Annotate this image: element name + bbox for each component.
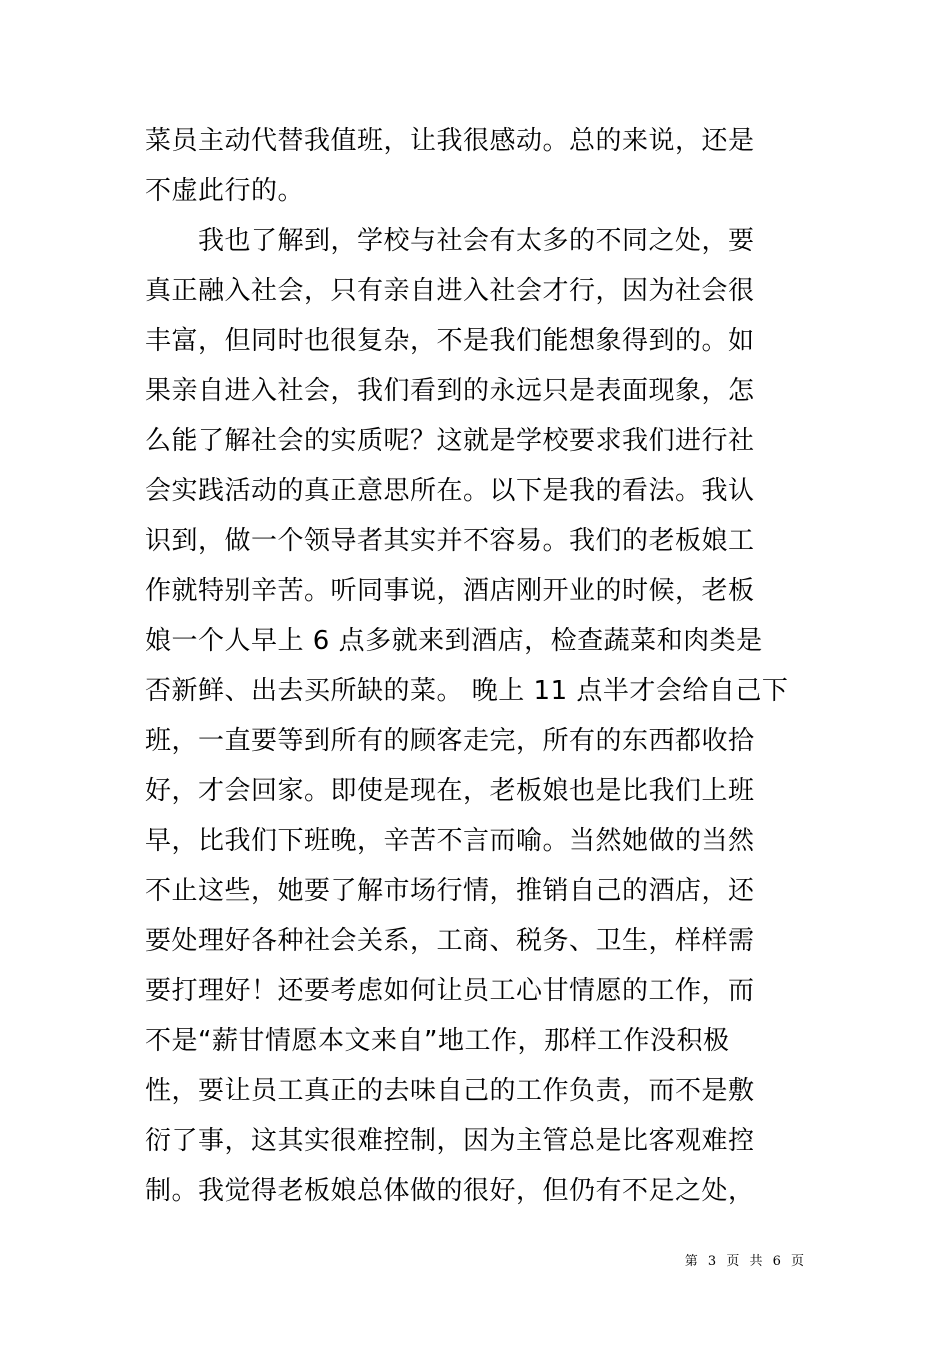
text-line-20: 性，要让员工真正的去味自己的工作负责，而不是敷: [145, 1076, 755, 1106]
text-line-13: 班，一直要等到所有的顾客走完，所有的东西都收拾: [145, 726, 755, 756]
body-text: [145, 116, 805, 1216]
text-line-19: 不是“薪甘情愿本文来自”地工作，那样工作没积极: [145, 1026, 730, 1056]
text-line-9: 识到，做一个领导者其实并不容易。我们的老板娘工: [145, 526, 755, 556]
text-line-10: 作就特别辛苦。听同事说，酒店刚开业的时候，老板: [145, 576, 755, 606]
text-line-8: 会实践活动的真正意思所在。以下是我的看法。我认: [145, 476, 755, 506]
text-line-14: 好，才会回家。即使是现在，老板娘也是比我们上班: [145, 776, 755, 806]
text-line-3: 我也了解到，学校与社会有太多的不同之处，要: [145, 226, 755, 256]
text-line-22: 制。我觉得老板娘总体做的很好，但仍有不足之处，: [145, 1176, 755, 1206]
text-line-2: 不虚此行的。: [145, 176, 305, 206]
text-line-1: 菜员主动代替我值班，让我很感动。总的来说，还是: [145, 126, 755, 156]
text-line-11: 娘一个人早上 6 点多就来到酒店，检查蔬菜和肉类是: [145, 626, 763, 656]
text-line-12: 否新鲜、出去买所缺的菜。 晚上 11 点半才会给自己下: [145, 676, 789, 706]
page-number-footer: 第 3 页 共 6 页: [684, 1254, 807, 1269]
text-line-16: 不止这些，她要了解市场行情，推销自己的酒店，还: [145, 876, 755, 906]
text-line-6: 果亲自进入社会，我们看到的永远只是表面现象，怎: [145, 376, 755, 406]
text-line-15: 早，比我们下班晚，辛苦不言而喻。当然她做的当然: [145, 826, 755, 856]
text-line-7: 么能了解社会的实质呢？这就是学校要求我们进行社: [145, 426, 755, 456]
text-line-18: 要打理好！还要考虑如何让员工心甘情愿的工作，而: [145, 976, 755, 1006]
text-line-21: 衍了事，这其实很难控制，因为主管总是比客观难控: [145, 1126, 755, 1156]
text-line-4: 真正融入社会，只有亲自进入社会才行，因为社会很: [145, 276, 755, 306]
text-line-5: 丰富，但同时也很复杂，不是我们能想象得到的。如: [145, 326, 755, 356]
text-line-17: 要处理好各种社会关系，工商、税务、卫生，样样需: [145, 926, 755, 956]
